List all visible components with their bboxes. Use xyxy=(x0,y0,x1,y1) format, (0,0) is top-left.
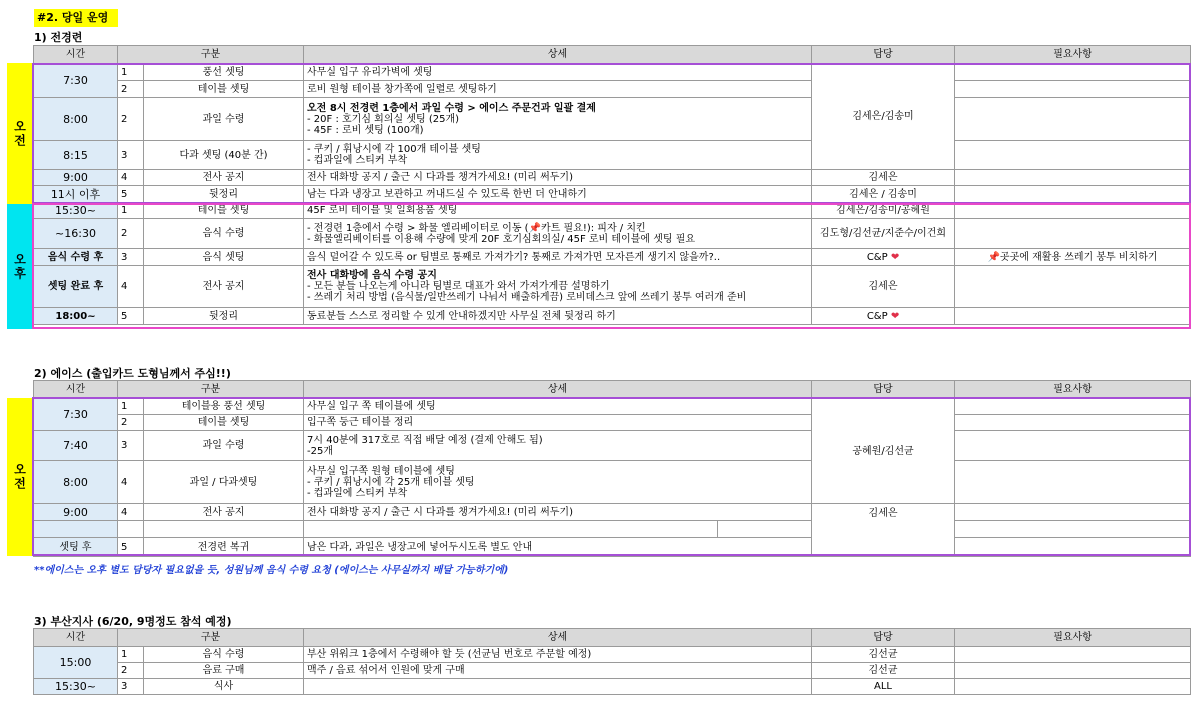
table-row xyxy=(34,64,1191,81)
table-row xyxy=(34,203,1191,219)
category-cell: 음식 수령 xyxy=(144,647,304,663)
table-row xyxy=(34,504,1191,521)
needs-cell xyxy=(955,219,1191,249)
detail-cell xyxy=(304,431,812,461)
table-row xyxy=(34,538,1191,557)
detail-line: 전사 대화방에 음식 수령 공지 xyxy=(307,270,437,281)
owner-cell: 김세은 / 김송미 xyxy=(812,186,955,203)
time-cell: 7:40 xyxy=(34,431,118,461)
step-number: 4 xyxy=(118,461,144,504)
needs-cell xyxy=(955,538,1191,557)
step-number: 3 xyxy=(118,431,144,461)
needs-cell xyxy=(955,431,1191,461)
detail-line: - 전경련 1층에서 수령 > 화물 엘리베이터로 이동 (📌카트 필요!): 피자 / 치킨 xyxy=(307,222,646,234)
needs-cell xyxy=(955,679,1191,695)
needs-cell xyxy=(955,504,1191,521)
col-time: 시간 xyxy=(34,46,118,64)
category-cell: 전사 공지 xyxy=(144,170,304,186)
detail-line: 오전 8시 전경련 1층에서 과일 수령 > 에이스 주문건과 일괄 결제 xyxy=(307,102,596,114)
col-needs: 필요사항 xyxy=(955,381,1191,399)
section-2-title: 2) 에이스 (출입카드 도형님께서 주심!!) xyxy=(34,367,231,380)
detail-cell: 남은 다과, 과일은 냉장고에 넣어두시도록 별도 안내 xyxy=(304,538,812,557)
detail-cell xyxy=(304,461,812,504)
category-cell: 다과 셋팅 (40분 간) xyxy=(144,141,304,170)
time-cell: 9:00 xyxy=(34,170,118,186)
detail-cell xyxy=(304,679,812,695)
table-row xyxy=(34,399,1191,415)
owner-cell: ALL xyxy=(812,679,955,695)
time-cell: 9:00 xyxy=(34,504,118,521)
owner-cell: 김선균 xyxy=(812,647,955,663)
category-cell: 테이블용 풍선 셋팅 xyxy=(144,399,304,415)
detail-line: - 쓰레기 처리 방법 (음식물/일반쓰레기 나눠서 배출하게끔) 로비데스크 앞에 쓰레기 봉투 여러개 준비 xyxy=(307,292,747,303)
needs-cell xyxy=(955,461,1191,504)
table-row xyxy=(34,308,1191,325)
am-band: 오전 xyxy=(7,398,33,556)
category-cell: 전사 공지 xyxy=(144,266,304,308)
pushpin-icon: 📌 xyxy=(528,222,542,234)
col-owner: 담당 xyxy=(812,629,955,647)
time-cell: 8:00 xyxy=(34,461,118,504)
detail-line: - 쿠키 / 휘낭시에 각 25개 테이블 셋팅 xyxy=(307,476,475,488)
owner-cell: 김세은 xyxy=(812,504,955,557)
table-header-row xyxy=(34,46,1191,64)
detail-cell: 동료분들 스스로 정리할 수 있게 안내하겠지만 사무실 전체 뒷정리 하기 xyxy=(304,308,812,325)
detail-line: - 45F : 로비 셋팅 (100개) xyxy=(307,124,424,136)
col-detail: 상세 xyxy=(304,46,812,64)
needs-cell: 📌곳곳에 재활용 쓰레기 봉투 비치하기 xyxy=(955,249,1191,266)
table-row xyxy=(34,521,1191,538)
detail-line: - 모든 분들 나오는게 아니라 팀별로 대표가 와서 가져가게끔 설명하기 xyxy=(307,281,610,292)
time-cell: 7:30 xyxy=(34,64,118,98)
detail-cell: 사무실 입구 유리가벽에 셋팅 xyxy=(304,64,812,81)
pm-band: 오후 xyxy=(7,204,33,329)
section-main-title: #2. 당일 운영 xyxy=(34,9,118,27)
detail-cell xyxy=(304,219,812,249)
needs-cell xyxy=(955,415,1191,431)
owner-cell: 김도형/김선균/지준수/이건희 xyxy=(812,219,955,249)
detail-line: - 화물엘리베이터를 이용해 수량에 맞게 20F 호기심회의실/ 45F 로비 테이블에 셋팅 필요 xyxy=(307,233,696,245)
detail-cell: 맥주 / 음료 섞어서 인원에 맞게 구매 xyxy=(304,663,812,679)
col-needs: 필요사항 xyxy=(955,46,1191,64)
detail-cell: 로비 원형 테이블 창가쪽에 일렬로 셋팅하기 xyxy=(304,81,812,98)
step-number: 5 xyxy=(118,186,144,203)
table-row xyxy=(34,663,1191,679)
time-cell xyxy=(34,521,118,538)
detail-cell: 남는 다과 냉장고 보관하고 꺼내드실 수 있도록 한번 더 안내하기 xyxy=(304,186,812,203)
table-row xyxy=(34,461,1191,504)
table-row xyxy=(34,98,1191,141)
step-number xyxy=(118,521,144,538)
category-cell: 음식 수령 xyxy=(144,219,304,249)
category-cell: 뒷정리 xyxy=(144,186,304,203)
owner-cell: C&P ❤ xyxy=(812,249,955,266)
table-row xyxy=(34,647,1191,663)
col-detail: 상세 xyxy=(304,629,812,647)
time-cell: ~16:30 xyxy=(34,219,118,249)
step-number: 2 xyxy=(118,98,144,141)
table-row xyxy=(34,679,1191,695)
category-cell: 전사 공지 xyxy=(144,504,304,521)
step-number: 1 xyxy=(118,203,144,219)
owner-cell: 공혜원/김선균 xyxy=(812,399,955,504)
col-category: 구분 xyxy=(118,381,304,399)
detail-line: 사무실 입구쪽 원형 테이블에 셋팅 xyxy=(307,465,455,477)
col-category: 구분 xyxy=(118,629,304,647)
detail-line: 7시 40분에 317호로 직접 배달 예정 (결제 안해도 됨) xyxy=(307,434,543,446)
step-number: 4 xyxy=(118,504,144,521)
needs-cell xyxy=(955,64,1191,81)
table-row xyxy=(34,249,1191,266)
detail-line: -25개 xyxy=(307,445,334,457)
owner-cell: 김세은 xyxy=(812,170,955,186)
table-header-row xyxy=(34,381,1191,399)
detail-cell: 45F 로비 테이블 및 일회용품 셋팅 xyxy=(304,203,812,219)
needs-cell xyxy=(955,98,1191,141)
section-3-title: 3) 부산지사 (6/20, 9명정도 참석 예정) xyxy=(34,615,232,628)
needs-cell xyxy=(955,186,1191,203)
needs-cell xyxy=(955,266,1191,308)
step-number: 2 xyxy=(118,663,144,679)
step-number: 5 xyxy=(118,308,144,325)
category-cell: 뒷정리 xyxy=(144,308,304,325)
step-number: 3 xyxy=(118,141,144,170)
step-number: 2 xyxy=(118,415,144,431)
time-cell: 셋팅 완료 후 xyxy=(34,266,118,308)
needs-cell xyxy=(955,308,1191,325)
category-cell: 풍선 셋팅 xyxy=(144,64,304,81)
table-row xyxy=(34,170,1191,186)
category-cell: 테이블 셋팅 xyxy=(144,81,304,98)
time-cell: 18:00~ xyxy=(34,308,118,325)
time-cell: 7:30 xyxy=(34,399,118,431)
detail-line: - 컵과일에 스티커 부착 xyxy=(307,155,408,166)
category-cell: 전경련 복귀 xyxy=(144,538,304,557)
col-detail: 상세 xyxy=(304,381,812,399)
detail-cell: 음식 덜어갈 수 있도록 or 팀별로 통째로 가져가기? 통째로 가져가면 모자른게 생기지 않을까?.. xyxy=(304,249,812,266)
category-cell: 식사 xyxy=(144,679,304,695)
needs-cell xyxy=(955,170,1191,186)
step-number: 5 xyxy=(118,538,144,557)
category-cell: 음식 셋팅 xyxy=(144,249,304,266)
step-number: 2 xyxy=(118,219,144,249)
owner-cell: 김세은/김송미/공혜원 xyxy=(812,203,955,219)
ace-note: **에이스는 오후 별도 담당자 필요없을 듯, 성원님께 음식 수령 요청 (에이스는 사무실까지 배달 가능하기에) xyxy=(34,565,509,576)
detail-cell: 사무실 입구 쪽 테이블에 셋팅 xyxy=(304,399,812,415)
needs-cell xyxy=(955,663,1191,679)
category-cell: 테이블 셋팅 xyxy=(144,415,304,431)
owner-cell: 김선균 xyxy=(812,663,955,679)
col-time: 시간 xyxy=(34,629,118,647)
table-row xyxy=(34,431,1191,461)
col-needs: 필요사항 xyxy=(955,629,1191,647)
detail-cell: 입구쪽 둥근 테이블 정리 xyxy=(304,415,812,431)
table-row xyxy=(34,141,1191,170)
time-cell: 15:00 xyxy=(34,647,118,679)
col-category: 구분 xyxy=(118,46,304,64)
step-number: 3 xyxy=(118,249,144,266)
category-cell: 음료 구매 xyxy=(144,663,304,679)
am-band: 오전 xyxy=(7,63,33,204)
step-number: 1 xyxy=(118,64,144,81)
needs-cell xyxy=(955,647,1191,663)
time-cell: 11시 이후 xyxy=(34,186,118,203)
step-number: 4 xyxy=(118,266,144,308)
category-cell xyxy=(144,521,304,538)
category-cell: 과일 / 다과셋팅 xyxy=(144,461,304,504)
step-number: 1 xyxy=(118,399,144,415)
time-cell: 8:15 xyxy=(34,141,118,170)
schedule-table-1 xyxy=(33,45,1191,325)
step-number: 3 xyxy=(118,679,144,695)
owner-cell: 김세은 xyxy=(812,266,955,308)
needs-cell xyxy=(955,81,1191,98)
step-number: 2 xyxy=(118,81,144,98)
heart-icon: ❤ xyxy=(890,310,900,322)
step-number: 1 xyxy=(118,647,144,663)
time-cell: 셋팅 후 xyxy=(34,538,118,557)
table-header-row xyxy=(34,629,1191,647)
table-row xyxy=(34,415,1191,431)
detail-cell xyxy=(304,141,812,170)
detail-cell xyxy=(304,266,812,308)
detail-cell: 부산 위워크 1층에서 수령해야 할 듯 (선균님 번호로 주문할 예정) xyxy=(304,647,812,663)
col-owner: 담당 xyxy=(812,381,955,399)
detail-cell xyxy=(718,521,812,538)
detail-line: - 쿠키 / 휘낭시에 각 100개 테이블 셋팅 xyxy=(307,144,481,155)
needs-cell xyxy=(955,203,1191,219)
detail-line: - 컵과일에 스티커 부착 xyxy=(307,487,408,499)
table-row xyxy=(34,219,1191,249)
heart-icon: ❤ xyxy=(890,251,900,263)
col-time: 시간 xyxy=(34,381,118,399)
time-cell: 음식 수령 후 xyxy=(34,249,118,266)
step-number: 4 xyxy=(118,170,144,186)
category-cell: 테이블 셋팅 xyxy=(144,203,304,219)
time-cell: 15:30~ xyxy=(34,679,118,695)
category-cell: 과일 수령 xyxy=(144,98,304,141)
table-row xyxy=(34,81,1191,98)
table-row xyxy=(34,266,1191,308)
table-row xyxy=(34,186,1191,203)
owner-cell: 김세은/김송미 xyxy=(812,64,955,170)
time-cell: 8:00 xyxy=(34,98,118,141)
section-1-title: 1) 전경련 xyxy=(34,31,83,44)
schedule-table-3 xyxy=(33,628,1191,695)
time-cell: 15:30~ xyxy=(34,203,118,219)
detail-cell xyxy=(304,98,812,141)
schedule-table-2 xyxy=(33,380,1191,557)
detail-line: - 20F : 호기심 회의실 셋팅 (25개) xyxy=(307,113,460,125)
needs-cell xyxy=(955,399,1191,415)
pushpin-icon: 📌 xyxy=(987,251,1000,263)
needs-cell xyxy=(955,521,1191,538)
category-cell: 과일 수령 xyxy=(144,431,304,461)
detail-cell: 전사 대화방 공지 / 출근 시 다과를 챙겨가세요! (미리 써두기) xyxy=(304,170,812,186)
col-owner: 담당 xyxy=(812,46,955,64)
detail-cell: 전사 대화방 공지 / 출근 시 다과를 챙겨가세요! (미리 써두기) xyxy=(304,504,812,521)
owner-cell: C&P ❤ xyxy=(812,308,955,325)
detail-cell xyxy=(304,521,718,538)
needs-cell xyxy=(955,141,1191,170)
